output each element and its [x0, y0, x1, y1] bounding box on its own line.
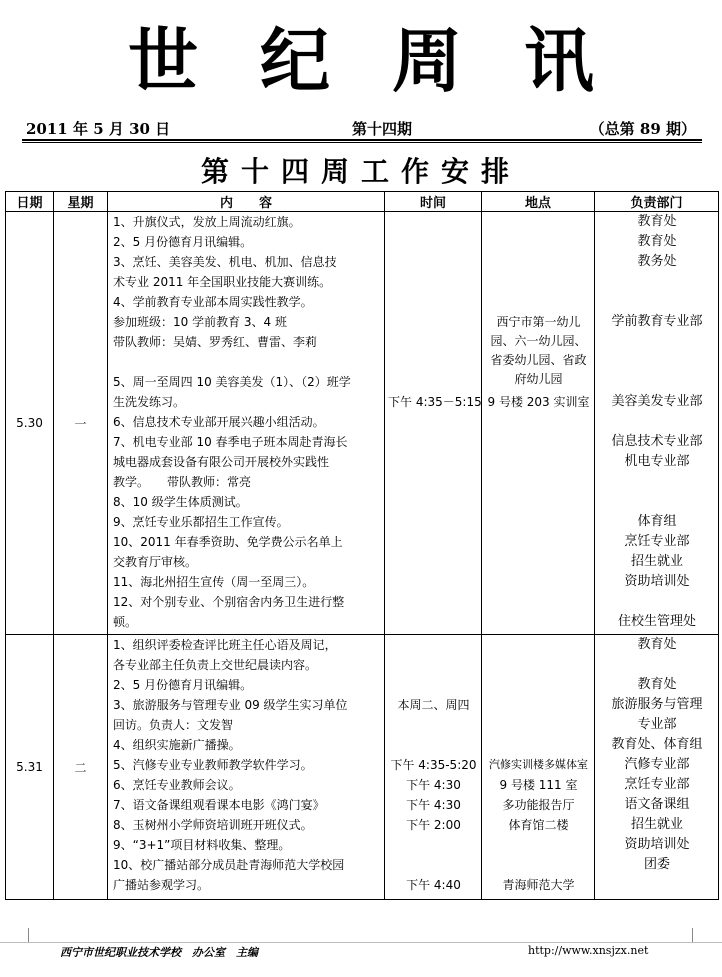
time-line: 下午 4:30 [406, 778, 461, 792]
content-line: 4、组织实施新广播操。 [113, 738, 241, 752]
location-line: 西宁市第一幼儿 [496, 315, 581, 329]
schedule-table [5, 191, 719, 900]
content-line: 顿。 [113, 615, 138, 629]
row-time [385, 212, 482, 635]
content-line: 教学。 带队教师：常亮 [113, 475, 252, 489]
header-rule [22, 139, 702, 141]
location-line: 青海师范大学 [502, 878, 575, 892]
header-department: 负责部门 [595, 192, 719, 212]
content-line: 8、玉树州小学师资培训班开班仪式。 [113, 818, 313, 832]
content-line: 6、烹饪专业教师会议。 [113, 778, 241, 792]
content-line: 8、10 级学生体质测试。 [113, 495, 248, 509]
row-departments [595, 212, 719, 635]
content-line: 参加班级：10 学前教育 3、4 班 [113, 315, 287, 329]
location-line: 园、六一幼儿园、 [490, 334, 587, 348]
content-line: 术专业 2011 年全国职业技能大赛训练。 [113, 275, 332, 289]
department-line: 语文备课组 [624, 797, 690, 812]
footer-rule [0, 942, 722, 943]
issue-info-line [26, 118, 696, 140]
location-line: 体育馆二楼 [508, 818, 569, 832]
table-row [6, 635, 719, 900]
content-line: 2、5 月份德育月讯编辑。 [113, 678, 253, 692]
department-line: 汽修专业部 [624, 757, 690, 772]
header-rule-thin [22, 142, 702, 143]
department-line: 专业部 [637, 717, 677, 732]
department-line: 教育处 [637, 637, 677, 652]
table-header-row [6, 192, 719, 212]
location-line: 汽修实训楼多媒体室 [489, 758, 588, 771]
masthead [0, 16, 722, 106]
department-line: 教育处 [637, 677, 677, 692]
masthead-char: 周 [392, 19, 462, 102]
department-line: 旅游服务与管理 [611, 697, 703, 712]
masthead-char: 讯 [524, 19, 594, 102]
time-line: 本周二、周四 [397, 698, 470, 712]
row-date: 5.31 [6, 635, 54, 900]
time-line: 下午 4:30 [406, 798, 461, 812]
time-line: 下午 4:35－5:15 [388, 395, 482, 409]
content-list [108, 635, 384, 899]
row-content [108, 635, 385, 900]
row-date: 5.30 [6, 212, 54, 635]
row-location [482, 212, 595, 635]
content-line: 交教育厅审核。 [113, 555, 198, 569]
content-line: 3、烹饪、美容美发、机电、机加、信息技 [113, 255, 337, 269]
content-line: 9、“3+1”项目材料收集、整理。 [113, 838, 291, 852]
location-list [482, 635, 594, 899]
department-list [595, 635, 718, 899]
content-line: 11、海北州招生宣传（周一至周三）。 [113, 575, 315, 589]
content-line: 2、5 月份德育月讯编辑。 [113, 235, 253, 249]
header-weekday: 星期 [54, 192, 108, 212]
page-title: 第十四周工作安排 [200, 155, 521, 188]
department-line: 教育处、体育组 [611, 737, 703, 752]
masthead-char: 世 [128, 19, 198, 102]
department-line: 招生就业 [630, 554, 683, 569]
issue-total: （总第 89 期） [589, 120, 696, 138]
row-content [108, 212, 385, 635]
department-line: 美容美发专业部 [611, 394, 703, 409]
content-line: 城电器成套设备有限公司开展校外实践性 [113, 455, 330, 469]
content-line: 1、组织评委检查评比班主任心语及周记， [113, 638, 337, 652]
department-line: 资助培训处 [624, 574, 690, 589]
header-location: 地点 [482, 192, 595, 212]
department-line: 教务处 [637, 254, 677, 269]
time-line: 下午 4:40 [406, 878, 461, 892]
content-line: 12、对个别专业、个别宿舍内务卫生进行整 [113, 595, 345, 609]
page-corner-mark [28, 928, 29, 942]
page-corner-mark [692, 928, 693, 942]
department-line: 学前教育专业部 [611, 314, 703, 329]
content-line: 回访。负责人：文发智 [113, 718, 234, 732]
department-line: 体育组 [637, 514, 677, 529]
time-list [385, 212, 481, 634]
row-location [482, 635, 595, 900]
department-line: 信息技术专业部 [611, 434, 703, 449]
content-line: 5、周一至周四 10 美容美发（1）、（2）班学 [113, 375, 351, 389]
row-departments [595, 635, 719, 900]
location-line: 多功能报告厅 [502, 798, 575, 812]
content-line: 3、旅游服务与管理专业 09 级学生实习单位 [113, 698, 348, 712]
header-content: 内 容 [108, 192, 385, 212]
location-line: 9 号楼 111 室 [499, 778, 578, 792]
location-line: 9 号楼 203 实训室 [487, 395, 590, 409]
footer-organization: 西宁市世纪职业技术学校 办公室 主编 [60, 946, 258, 959]
content-line: 10、校广播站部分成员赴青海师范大学校园 [113, 858, 345, 872]
department-list [595, 212, 718, 634]
department-line: 机电专业部 [624, 454, 690, 469]
content-line: 9、烹饪专业乐都招生工作宣传。 [113, 515, 289, 529]
content-line: 广播站参观学习。 [113, 878, 210, 892]
header-date: 日期 [6, 192, 54, 212]
content-line: 7、语文备课组观看课本电影《鸿门宴》 [113, 798, 325, 812]
content-line: 各专业部主任负责上交世纪晨读内容。 [113, 658, 318, 672]
department-line: 教育处 [637, 234, 677, 249]
footer-url: http://www.xnsjzx.net [528, 944, 649, 957]
location-list [482, 212, 594, 634]
location-line: 府幼儿园 [514, 372, 563, 386]
issue-date: 2011 年 5 月 30 日 [26, 120, 171, 138]
row-time [385, 635, 482, 900]
location-line: 省委幼儿园、省政 [490, 353, 587, 367]
content-line: 5、汽修专业专业教师教学软件学习。 [113, 758, 313, 772]
time-line: 下午 2:00 [406, 818, 461, 832]
row-weekday: 二 [54, 635, 108, 900]
content-line: 6、信息技术专业部开展兴趣小组活动。 [113, 415, 325, 429]
content-line: 带队教师：吴婧、罗秀红、曹雷、李莉 [113, 335, 318, 349]
time-list [385, 635, 481, 899]
department-line: 烹饪专业部 [624, 777, 690, 792]
issue-number: 第十四期 [352, 120, 413, 138]
department-line: 烹饪专业部 [624, 534, 690, 549]
department-line: 资助培训处 [624, 837, 690, 852]
content-line: 7、机电专业部 10 春季电子班本周赴青海长 [113, 435, 348, 449]
department-line: 团委 [643, 857, 670, 872]
content-list [108, 212, 384, 634]
content-line: 1、升旗仪式，发放上周流动红旗。 [113, 215, 301, 229]
content-line: 生洗发练习。 [113, 395, 186, 409]
time-line: 下午 4:35-5:20 [390, 758, 477, 772]
masthead-char: 纪 [260, 19, 330, 102]
row-weekday: 一 [54, 212, 108, 635]
content-line: 10、2011 年春季资助、免学费公示名单上 [113, 535, 343, 549]
department-line: 招生就业 [630, 817, 683, 832]
department-line: 教育处 [637, 214, 677, 229]
department-line: 住校生管理处 [617, 614, 696, 629]
content-line: 4、学前教育专业部本周实践性教学。 [113, 295, 313, 309]
table-row [6, 212, 719, 635]
header-time: 时间 [385, 192, 482, 212]
